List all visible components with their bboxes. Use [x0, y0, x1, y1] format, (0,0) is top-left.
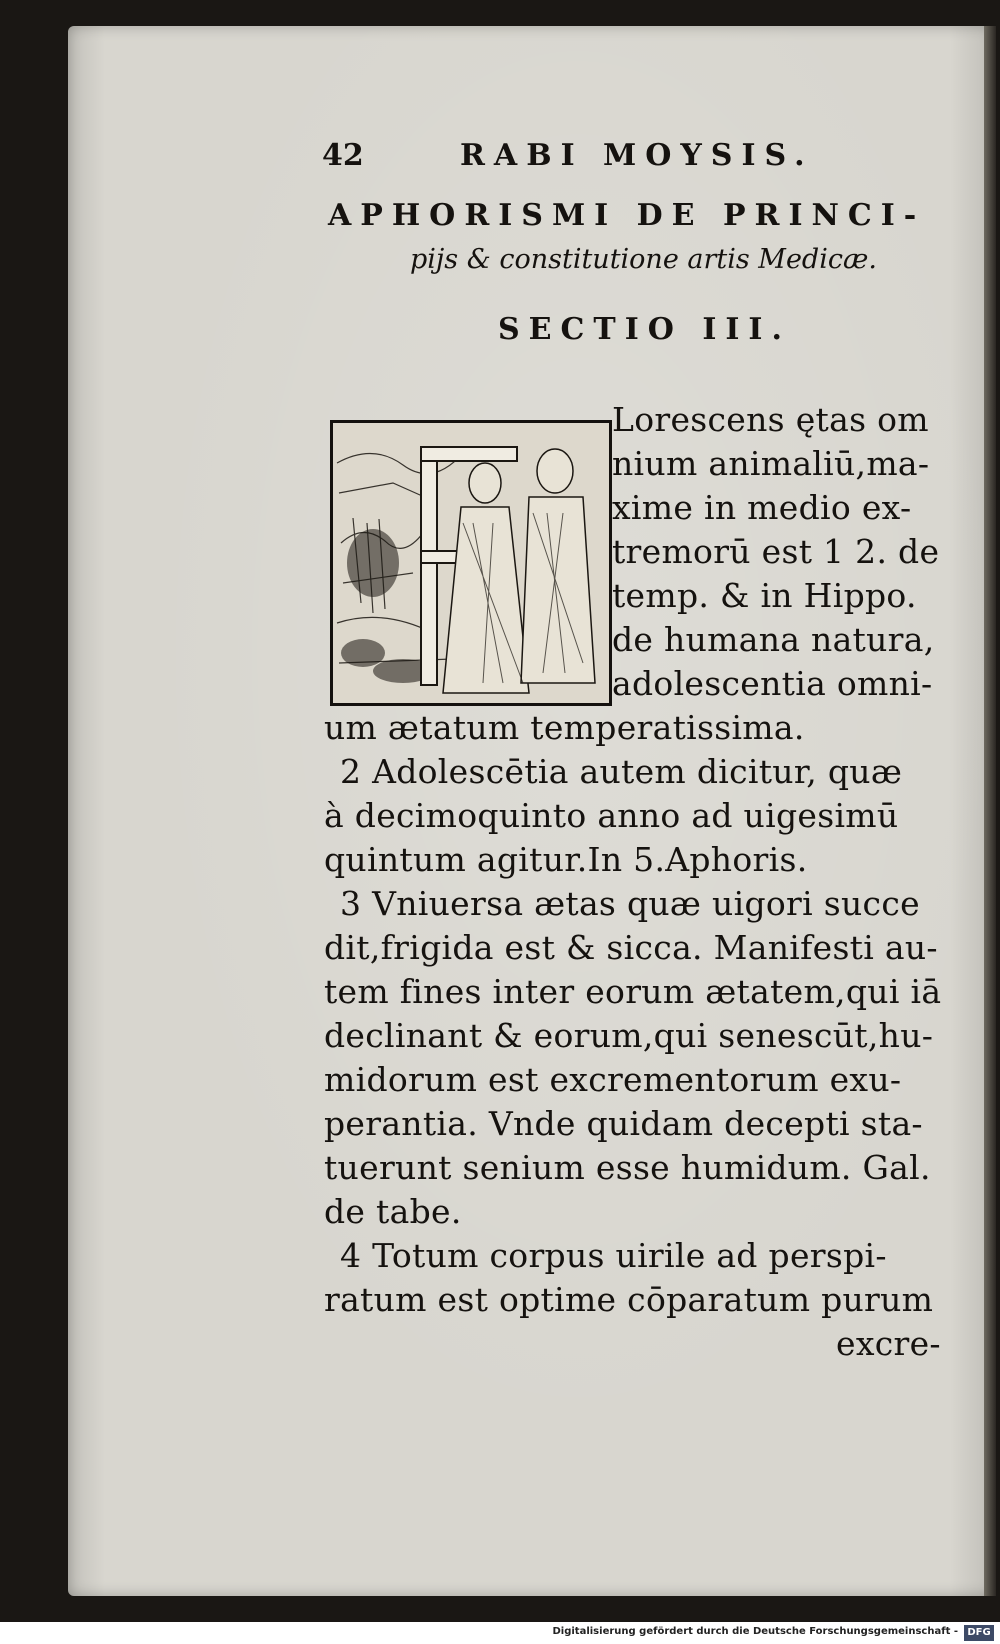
body-line-12: 3 Vniuersa ætas quæ uigori succe	[340, 884, 920, 923]
body-line-20: 4 Totum corpus uirile ad perspi-	[340, 1236, 887, 1275]
footer-attribution-text: Digitalisierung gefördert durch die Deutsche Forschungsgemeinschaft -	[552, 1626, 958, 1637]
page-number: 42	[322, 138, 364, 173]
body-line-7: adolescentia omni-	[612, 664, 933, 703]
dfg-logo: DFG	[964, 1625, 994, 1641]
body-line-14: tem fines inter eorum ætatem,qui iā	[324, 972, 942, 1011]
body-line-1: Lorescens ętas om	[612, 400, 929, 439]
body-line-21: ratum est optime cōparatum purum	[324, 1280, 934, 1319]
body-line-16: midorum est excrementorum exu-	[324, 1060, 902, 1099]
body-line-15: declinant & eorum,qui senescūt,hu-	[324, 1016, 934, 1055]
catchword: excre-	[836, 1324, 941, 1363]
body-line-11: quintum agitur.In 5.Aphoris.	[324, 840, 808, 879]
body-line-18: tuerunt senium esse humidum. Gal.	[324, 1148, 931, 1187]
woodcut-initial-F-icon	[330, 420, 612, 706]
body-line-9: 2 Adolescētia autem dicitur, quæ	[340, 752, 903, 791]
page-spine-shadow	[984, 26, 996, 1596]
body-line-17: perantia. Vnde quidam decepti sta-	[324, 1104, 923, 1143]
body-line-2: nium animaliū,ma-	[612, 444, 930, 483]
body-line-8: um ætatum temperatissima.	[324, 708, 805, 747]
body-line-4: tremorū est 1 2. de	[612, 532, 940, 571]
footer-attribution	[0, 1622, 1000, 1644]
body-line-5: temp. & in Hippo.	[612, 576, 917, 615]
body-line-13: dit,frigida est & sicca. Manifesti au-	[324, 928, 938, 967]
body-line-19: de tabe.	[324, 1192, 462, 1231]
chapter-heading-line2: pijs & constitutione artis Medicæ.	[410, 244, 877, 275]
section-heading: SECTIO III.	[498, 312, 791, 347]
body-line-10: à decimoquinto anno ad uigesimū	[324, 796, 899, 835]
running-title: RABI MOYSIS.	[460, 138, 814, 173]
body-line-3: xime in medio ex-	[612, 488, 912, 527]
body-line-6: de humana natura,	[612, 620, 935, 659]
chapter-heading-line1: APHORISMI DE PRINCI-	[328, 198, 926, 233]
